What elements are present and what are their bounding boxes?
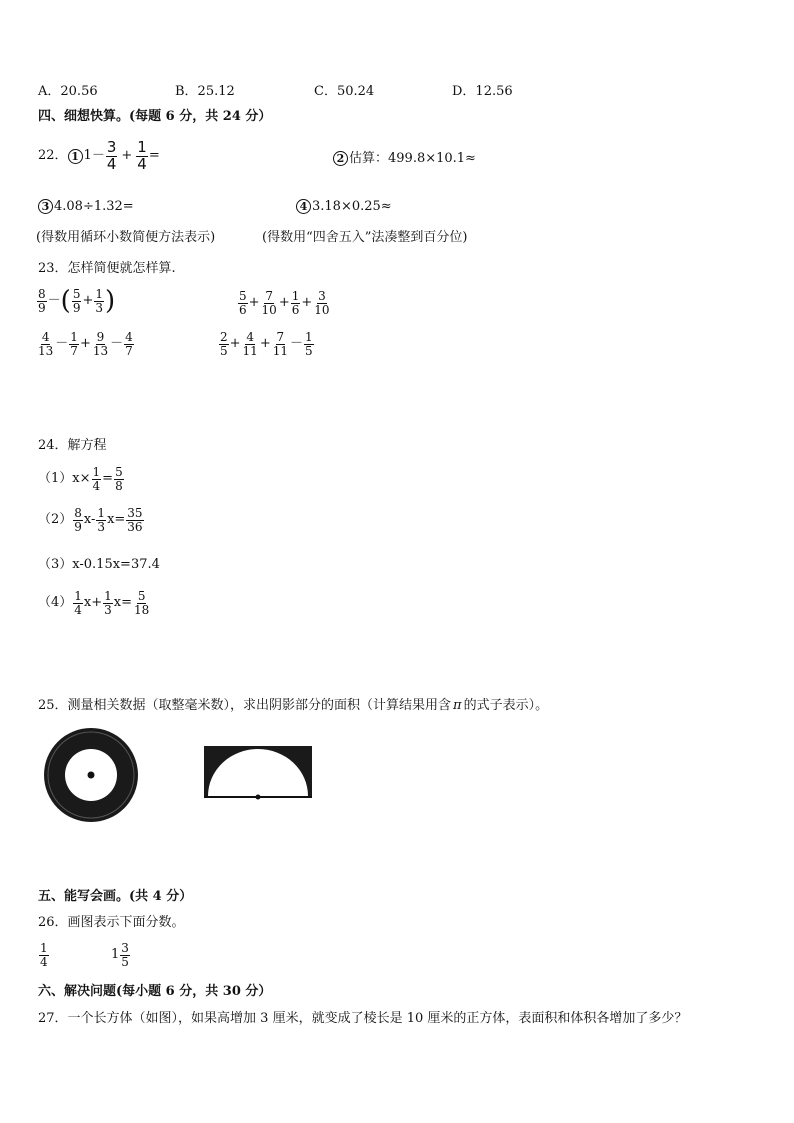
q22-number: 22． [38,148,68,164]
fraction: $\frac{5}{18}$ [134,589,150,617]
q27-text: 27．一个长方体（如图），如果高增加 3 厘米，就变成了棱长是 10 厘米的正方体，表面积和体积各增加了多少？ [38,1011,688,1026]
q22-p3-text: 4.08÷1.32= [54,199,134,214]
section5-title: 五、能写会画。(共 4 分） [38,889,193,904]
fraction: $\frac{1}{3}$ [95,287,103,315]
fraction: $\frac{7}{10}$ [261,289,277,317]
plus-sign: + [301,295,313,311]
q26-title: 26．画图表示下面分数。 [38,915,185,930]
center-dot [256,795,261,800]
equals-sign: = [102,471,114,487]
pi-symbol: π [453,698,462,713]
q23-expr4 [218,331,315,357]
ring-figure [42,727,142,825]
q23-title: 23．怎样简便就怎样算. [38,261,176,276]
section6-title: 六、解决问题(每小题 6 分，共 30 分） [38,984,272,999]
choice-d: D．12.56 [452,84,513,99]
q22-p1-lead: 1－ [83,148,105,164]
plus-sign: + [229,336,241,352]
q24-eq3-text: x-0.15x=37.4 [72,557,160,572]
circled-2-icon: 2 [333,151,348,166]
q24-eq4 [38,590,151,616]
minus-sign: － [110,336,124,352]
plus-sign: + [278,295,290,311]
center-dot [88,772,95,779]
q22-p2-text: 估算：499.8×10.1≈ [349,151,476,166]
variable-x: x= [113,595,133,611]
fraction: $\frac{1}{3}$ [97,506,106,534]
q24-eq1-label: （1） [38,471,73,487]
q26-fraction1 [38,942,50,968]
variable-x: x- [83,512,96,528]
fraction: $\frac{1}{4}$ [92,465,101,493]
q25-text [38,698,548,714]
fraction: $\frac{1}{6}$ [291,289,300,317]
q23-expr2 [237,290,332,316]
fraction: $\frac{9}{13}$ [92,330,109,358]
fraction: $\frac{8}{9}$ [38,287,46,315]
fraction: $\frac{8}{9}$ [74,506,82,534]
q23-expr1 [36,286,116,317]
q24-eq3 [38,557,160,573]
fraction: $\frac{3}{5}$ [121,941,129,969]
q22-p4-text: 3.18×0.25≈ [312,199,392,214]
fraction: $\frac{2}{5}$ [220,330,228,358]
plus-sign: + [82,293,94,309]
fraction: $\frac{5}{9}$ [72,287,81,315]
q22-note-right: (得数用“四舍五入”法凑整到百分位) [262,230,468,245]
fraction: $\frac{4}{13}$ [38,330,54,358]
fraction: $\frac{1}{4}$ [74,589,82,617]
fraction: $\frac{1}{4}$ [40,941,48,969]
fraction: $\frac{1}{7}$ [70,330,78,358]
q24-eq1 [38,466,125,492]
q24-eq2 [38,507,145,533]
choice-a: A．20.56 [38,84,98,99]
mixed-whole: 1 [111,947,120,963]
minus-sign: － [290,336,304,352]
semicircle-figure [202,744,314,800]
minus-sign: － [47,293,61,309]
q26-fraction2 [111,942,131,968]
circled-4-icon: 4 [296,199,311,214]
fraction: $\frac{3}{4}$ [106,138,117,173]
q25-text-after: 的式子表示）。 [463,698,549,713]
circled-1-icon: 1 [68,149,83,164]
fraction: $\frac{7}{11}$ [272,330,289,358]
fraction: $\frac{35}{36}$ [127,506,143,534]
q22-note-left: (得数用循环小数简便方法表示) [36,230,216,245]
fraction: $\frac{5}{6}$ [239,289,247,317]
left-paren: ( [60,286,71,317]
choice-b: B．25.12 [175,84,235,99]
plus-sign: + [248,295,260,311]
minus-sign: － [55,336,69,352]
fraction: $\frac{5}{8}$ [115,465,123,493]
q24-eq2-label: （2） [38,512,73,528]
variable-x: x+ [83,595,103,611]
q22-part2 [333,151,476,167]
q24-eq3-label: （3） [38,557,73,572]
plus-sign: + [79,336,91,352]
variable-x: x= [107,512,126,528]
q22-part1 [38,140,160,173]
choice-c: C．50.24 [314,84,375,99]
variable-x: x× [72,471,91,487]
fraction: $\frac{4}{11}$ [242,330,258,358]
q22-part4 [296,199,392,215]
plus-sign: + [259,336,271,352]
section4-title: 四、细想快算。(每题 6 分，共 24 分） [38,109,272,124]
circled-3-icon: 3 [38,199,53,214]
q22-part3 [38,199,134,215]
fraction: $\frac{3}{10}$ [314,289,330,317]
equals-sign: = [148,148,160,164]
fraction: $\frac{4}{7}$ [125,330,133,358]
q25-text-before: 25．测量相关数据（取整毫米数），求出阴影部分的面积（计算结果用含 [38,698,452,713]
fraction: $\frac{1}{3}$ [104,589,112,617]
q24-eq4-label: （4） [38,595,73,611]
q23-expr3 [36,331,135,357]
fraction: $\frac{1}{5}$ [305,330,313,358]
right-paren: ) [105,286,116,317]
fraction: $\frac{1}{4}$ [137,138,147,173]
q24-title: 24．解方程 [38,438,107,453]
plus-sign: + [121,148,133,164]
